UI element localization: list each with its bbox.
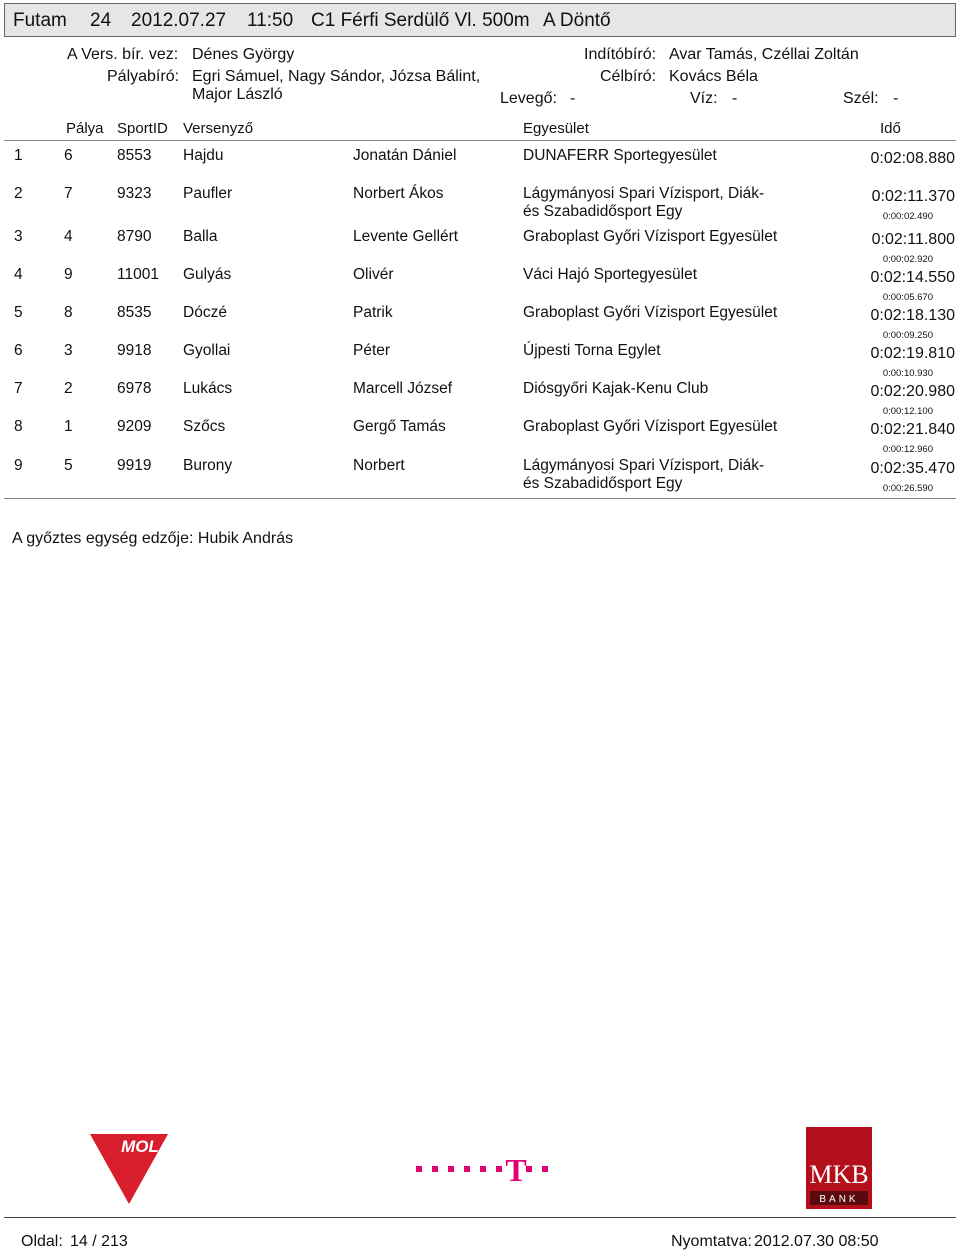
last-name-cell: Szőcs	[183, 418, 226, 435]
last-name-cell: Gulyás	[183, 266, 232, 283]
lane-cell: 4	[64, 228, 73, 245]
finish-judge-label: Célbíró:	[600, 68, 657, 85]
footer-divider	[4, 1217, 956, 1218]
water-temp-label: Víz:	[690, 90, 718, 107]
telekom-logo	[412, 1150, 562, 1186]
air-temp-value: -	[570, 90, 576, 107]
place-cell: 5	[14, 304, 23, 321]
air-temp-label: Levegő:	[500, 90, 557, 107]
time-cell: 0:02:08.880	[870, 150, 955, 167]
time-diff-cell: 0:00:12.100	[882, 406, 933, 417]
results-divider	[4, 498, 956, 499]
sportid-cell: 11001	[117, 266, 159, 283]
place-cell: 6	[14, 342, 23, 359]
sportid-cell: 9323	[117, 185, 152, 202]
place-cell: 7	[14, 380, 23, 397]
printed-timestamp: 2012.07.30 08:50	[754, 1233, 879, 1250]
last-name-cell: Burony	[183, 457, 233, 474]
race-stage: A Döntő	[543, 10, 611, 31]
last-name-cell: Gyollai	[183, 342, 231, 359]
race-date: 2012.07.27	[131, 10, 227, 31]
race-number: 24	[90, 10, 112, 31]
time-diff-cell: 0:00:02.490	[882, 211, 933, 222]
time-cell: 0:02:11.800	[871, 231, 955, 248]
starter-names: Avar Tamás, Czéllai Zoltán	[669, 46, 859, 63]
col-club: Egyesület	[523, 120, 589, 137]
lane-cell: 1	[64, 418, 73, 435]
lane-cell: 5	[64, 457, 73, 474]
telekom-dots	[416, 1166, 548, 1172]
lane-cell: 6	[64, 147, 73, 164]
race-time: 11:50	[247, 10, 294, 31]
col-competitor: Versenyző	[183, 120, 254, 137]
mkb-logo-subtext: BANK	[819, 1194, 859, 1205]
club-cell: Lágymányosi Spari Vízisport, Diák- és Szabadidősport Egy	[523, 185, 765, 220]
course-judges-line2: Major László	[192, 86, 283, 103]
club-cell: Diósgyőri Kajak-Kenu Club	[523, 380, 709, 397]
lane-cell: 3	[64, 342, 73, 359]
last-name-cell: Balla	[183, 228, 218, 245]
sportid-cell: 8553	[117, 147, 152, 164]
sportid-cell: 9918	[117, 342, 152, 359]
course-judge-label: Pályabíró:	[107, 68, 180, 85]
time-cell: 0:02:35.470	[870, 460, 955, 477]
first-name-cell: Levente Gellért	[353, 228, 459, 245]
time-cell: 0:02:14.550	[870, 269, 955, 286]
first-name-cell: Péter	[353, 342, 391, 359]
time-cell: 0:02:19.810	[870, 345, 955, 362]
last-name-cell: Hajdu	[183, 147, 224, 164]
time-diff-cell: 0:00:10.930	[882, 368, 933, 379]
lane-cell: 7	[64, 185, 73, 202]
col-sportid: SportID	[117, 120, 168, 137]
title-bar	[4, 3, 956, 37]
last-name-cell: Lukács	[183, 380, 233, 397]
club-cell: Graboplast Győri Vízisport Egyesület	[523, 228, 778, 245]
time-diff-cell: 0:00:12.960	[882, 444, 933, 455]
finish-judge-name: Kovács Béla	[669, 68, 758, 85]
mkb-bank-logo	[806, 1127, 872, 1209]
mol-logo-text: MOL	[121, 1137, 159, 1156]
sportid-cell: 9209	[117, 418, 152, 435]
chief-judge-label: A Vers. bír. vez:	[67, 46, 179, 63]
printed-label: Nyomtatva:	[671, 1233, 752, 1250]
lane-cell: 2	[64, 380, 73, 397]
page-label: Oldal:	[21, 1233, 63, 1250]
first-name-cell: Gergő Tamás	[353, 418, 446, 435]
first-name-cell: Patrik	[353, 304, 393, 321]
race-label: Futam	[13, 10, 67, 31]
first-name-cell: Norbert Ákos	[353, 185, 444, 202]
first-name-cell: Norbert	[353, 457, 405, 474]
club-cell: Lágymányosi Spari Vízisport, Diák- és Szabadidősport Egy	[523, 457, 765, 492]
header-divider	[4, 140, 956, 141]
club-cell: Újpesti Torna Egylet	[523, 342, 661, 359]
time-diff-cell: 0:00:02.920	[882, 254, 933, 265]
first-name-cell: Olivér	[353, 266, 394, 283]
time-cell: 0:02:20.980	[870, 383, 955, 400]
sportid-cell: 6978	[117, 380, 152, 397]
time-diff-cell: 0:00:26.590	[882, 483, 933, 494]
starter-label: Indítóbíró:	[584, 46, 657, 63]
event-name: C1 Férfi Serdülő Vl. 500m	[311, 10, 530, 31]
water-temp-value: -	[732, 90, 738, 107]
first-name-cell: Marcell József	[353, 380, 453, 397]
time-diff-cell: 0:00:09.250	[882, 330, 933, 341]
club-cell: Graboplast Győri Vízisport Egyesület	[523, 418, 778, 435]
last-name-cell: Paufler	[183, 185, 233, 202]
time-cell: 0:02:11.370	[871, 188, 955, 205]
place-cell: 4	[14, 266, 23, 283]
page-number: 14 / 213	[70, 1233, 128, 1250]
col-lane: Pálya	[66, 120, 104, 137]
sportid-cell: 9919	[117, 457, 152, 474]
place-cell: 8	[14, 418, 23, 435]
course-judges-line1: Egri Sámuel, Nagy Sándor, Józsa Bálint,	[192, 68, 481, 85]
club-cell: Graboplast Győri Vízisport Egyesület	[523, 304, 778, 321]
winning-coach: A győztes egység edzője: Hubik András	[12, 530, 294, 547]
place-cell: 3	[14, 228, 23, 245]
wind-label: Szél:	[843, 90, 879, 107]
last-name-cell: Dóczé	[183, 304, 227, 321]
place-cell: 9	[14, 457, 23, 474]
mol-logo	[88, 1130, 170, 1206]
time-cell: 0:02:21.840	[870, 421, 955, 438]
telekom-t: T	[505, 1152, 527, 1186]
chief-judge-name: Dénes György	[192, 46, 295, 63]
lane-cell: 8	[64, 304, 73, 321]
wind-value: -	[893, 90, 899, 107]
place-cell: 2	[14, 185, 23, 202]
mkb-logo-text: MKB	[809, 1160, 869, 1189]
club-cell: DUNAFERR Sportegyesület	[523, 147, 717, 164]
col-time: Idő	[880, 120, 901, 137]
club-cell: Váci Hajó Sportegyesület	[523, 266, 698, 283]
sportid-cell: 8535	[117, 304, 152, 321]
lane-cell: 9	[64, 266, 73, 283]
place-cell: 1	[14, 147, 23, 164]
sportid-cell: 8790	[117, 228, 152, 245]
time-cell: 0:02:18.130	[870, 307, 955, 324]
time-diff-cell: 0:00:05.670	[882, 292, 933, 303]
first-name-cell: Jonatán Dániel	[353, 147, 457, 164]
